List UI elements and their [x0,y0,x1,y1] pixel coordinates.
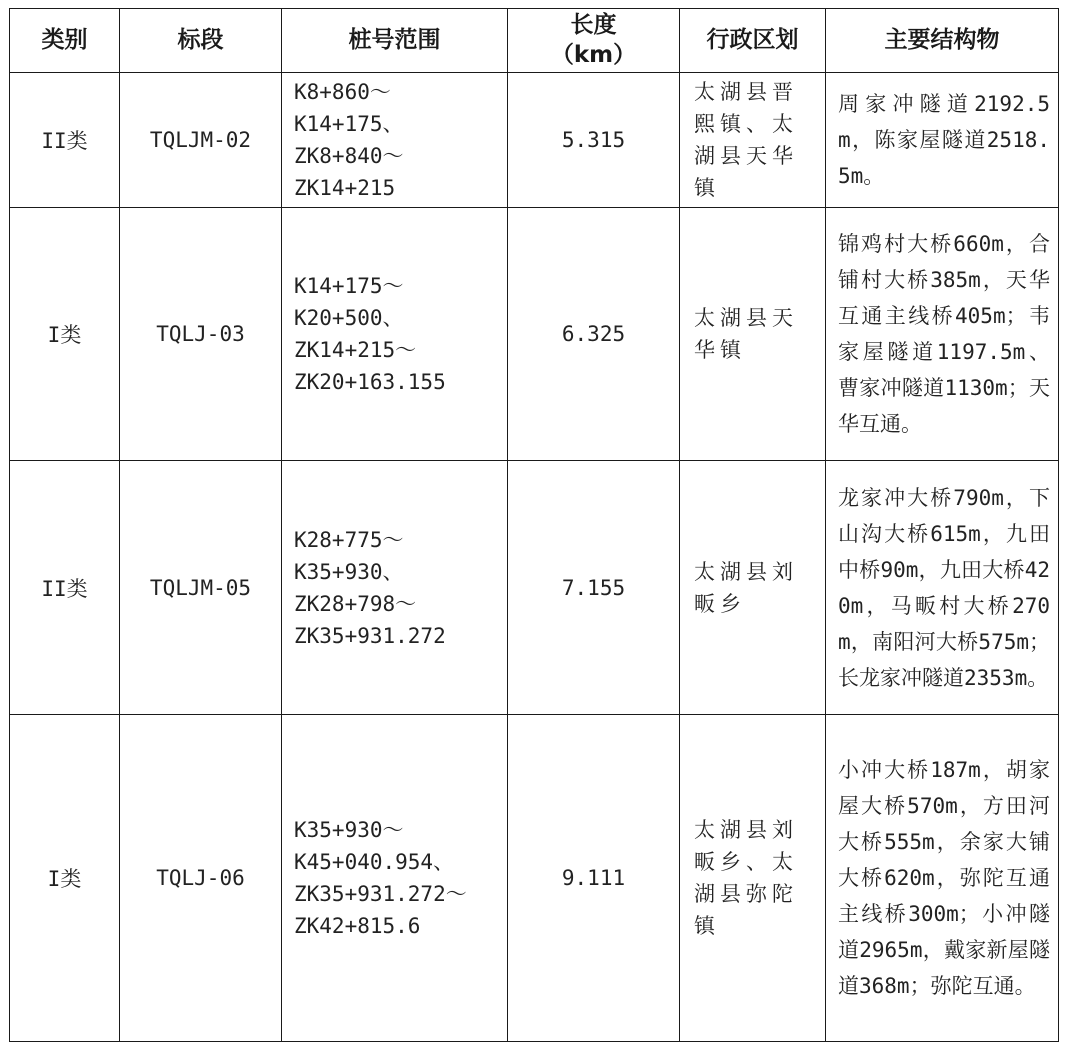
table-row [10,208,1059,461]
cell-stake-range: K14+175～ K20+500、 ZK14+215～ ZK20+163.155 [282,208,508,461]
cell-structures: 龙家冲大桥790m，下山沟大桥615m，九田中桥90m，九田大桥420m，马畈村大桥270m，南阳河大桥575m；长龙家冲隧道2353m。 [826,461,1059,714]
cell-district: 太湖县刘畈乡、太湖县弥陀镇 [680,714,826,1041]
cell-stake-range: K35+930～ K45+040.954、 ZK35+931.272～ ZK42+815.6 [282,714,508,1041]
cell-category: I类 [10,714,120,1041]
header-length-unit: （km） [550,41,637,68]
header-length [508,9,680,73]
table-row [10,73,1059,208]
cell-district: 太湖县天华镇 [680,208,826,461]
cell-stake-range: K8+860～ K14+175、 ZK8+840～ ZK14+215 [282,73,508,208]
header-stake-range: 桩号范围 [282,9,508,73]
cell-district: 太湖县晋熙镇、太湖县天华镇 [680,73,826,208]
header-structures: 主要结构物 [826,9,1059,73]
cell-length: 6.325 [508,208,680,461]
cell-section: TQLJM-02 [120,73,282,208]
cell-section: TQLJ-03 [120,208,282,461]
cell-stake-range: K28+775～ K35+930、 ZK28+798～ ZK35+931.272 [282,461,508,714]
header-length-label: 长度 [570,11,617,38]
cell-structures: 小冲大桥187m，胡家屋大桥570m，方田河大桥555m，余家大铺大桥620m，弥陀互通主线桥300m；小冲隧道2965m，戴家新屋隧道368m；弥陀互通。 [826,714,1059,1041]
table-row [10,714,1059,1041]
cell-length: 9.111 [508,714,680,1041]
table-header-row [10,9,1059,73]
cell-structures: 锦鸡村大桥660m，合铺村大桥385m，天华互通主线桥405m；韦家屋隧道1197.5m、曹家冲隧道1130m；天华互通。 [826,208,1059,461]
cell-category: I类 [10,208,120,461]
cell-category: II类 [10,73,120,208]
cell-length: 7.155 [508,461,680,714]
project-sections-table [9,8,1059,1042]
header-section: 标段 [120,9,282,73]
cell-section: TQLJ-06 [120,714,282,1041]
cell-section: TQLJM-05 [120,461,282,714]
cell-district: 太湖县刘畈乡 [680,461,826,714]
cell-structures: 周家冲隧道2192.5m，陈家屋隧道2518.5m。 [826,73,1059,208]
cell-category: II类 [10,461,120,714]
header-district: 行政区划 [680,9,826,73]
cell-length: 5.315 [508,73,680,208]
table-row [10,461,1059,714]
header-category: 类别 [10,9,120,73]
